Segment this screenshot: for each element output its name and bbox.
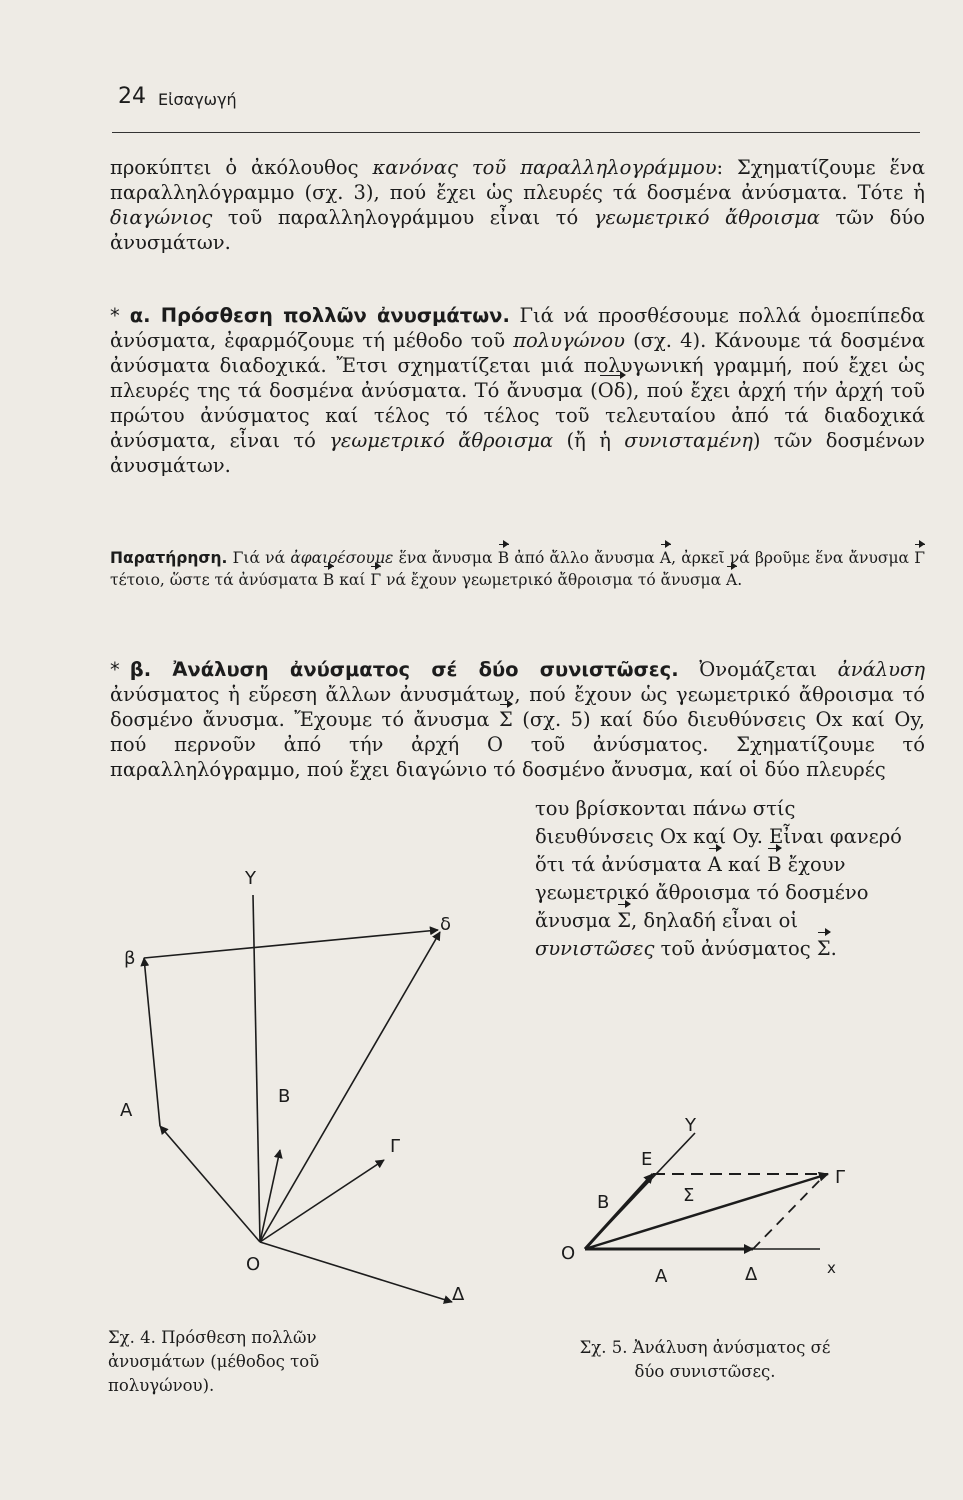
section-heading-decomposition: β. Ἀνάλυση ἀνύσματος σέ δύο συνιστῶσες.: [129, 658, 679, 681]
paragraph-parallelogram-rule: προκύπτει ὁ ἀκόλουθος κανόνας τοῦ παραλληλογράμμου: Σχηματίζουμε ἕνα παραλληλόγραμμο (σχ. 3), πού ἔχει ὡς πλευρές τά δοσμένα ἀνύσματα. Τότε ἡ διαγώνιος τοῦ παραλληλογράμμου εἶναι τό γεωμετρικό ἄθροισμα τῶν δύο ἀνυσμάτων.: [110, 156, 925, 254]
figure-5-decomposition: [545, 1115, 890, 1315]
figure-5-caption: Σχ. 5. Ἀνάλυση ἀνύσματος σέ δύο συνιστῶσες.: [579, 1338, 831, 1381]
label-O: O: [246, 1254, 261, 1275]
paragraph-vector-decomposition: * β. Ἀνάλυση ἀνύσματος σέ δύο συνιστῶσες. Ὀνομάζεται ἀνάλυση ἀνύσματος ἡ εὕρεση ἄλλων ἀνυσμάτων, πού ἔχουν ὡς γεωμετρικό ἄθροισμα τό δοσμένο ἄνυσμα. Ἔχουμε τό ἄνυσμα Σ (σχ. 5) καί δύο διευθύνσεις Οx καί Οy, πού περνοῦν ἀπό τήν ἀρχή Ο τοῦ ἀνύσματος. Σχηματίζουμε τό παραλληλόγραμμο, πού ἔχει διαγώνιο τό δοσμένο ἄνυσμα, καί οἱ δύο πλευρές: [110, 658, 926, 781]
paragraph-decomposition-continued: του βρίσκονται πάνω στίς διευθύνσεις Οx καί Οy. Εἶναι φανερό ὅτι τά ἀνύσματα Α καί Β ἔχουν γεωμετρικό ἄθροισμα τό δοσμένο ἄνυσμα Σ, δηλαδή εἶναι οἱ συνιστῶσες τοῦ ἀνύσματος Σ.: [535, 795, 917, 963]
polygon-side-1: [144, 958, 160, 1126]
figure-4-caption: Σχ. 4. Πρόσθεση πολλῶν ἀνυσμάτων (μέθοδος τοῦ πολυγώνου).: [108, 1328, 320, 1395]
vector-symbol: Σ: [817, 935, 831, 963]
label-B: B: [597, 1192, 610, 1213]
vector-symbol: Β: [322, 571, 335, 589]
vector-symbol: Οδ: [597, 379, 626, 402]
section-heading-addition: α. Πρόσθεση πολλῶν ἀνυσμάτων.: [129, 304, 510, 327]
vector-symbol: Α: [708, 851, 722, 879]
vector-symbol: Α: [659, 549, 672, 567]
vector-A: [160, 1126, 260, 1242]
paragraph-vector-addition: * α. Πρόσθεση πολλῶν ἀνυσμάτων. Γιά νά προσθέσουμε πολλά ὁμοεπίπεδα ἀνύσματα, ἐφαρμόζουμε τή μέθοδο τοῦ πολυγώνου (σχ. 4). Κάνουμε τά δοσμένα ἀνύσματα διαδοχικά. Ἔτσι σχηματίζεται μιά πολυγωνική γραμμή, πού ἔχει ὡς πλευρές της τά δοσμένα ἀνύσματα. Τό ἄνυσμα (Οδ), πού ἔχει ἀρχή τήν ἀρχή τοῦ πρώτου ἀνύσματος καί τέλος τό τέλος τοῦ τελευταίου ἀπό τά διαδοχικά ἀνύσματα, εἶναι τό γεωμετρικό ἄθροισμα (ἤ ἡ συνισταμένη) τῶν δοσμένων ἀνυσμάτων.: [110, 304, 926, 477]
star-marker: *: [110, 658, 120, 681]
vector-B: [260, 1150, 280, 1242]
vector-Delta: [260, 1242, 452, 1302]
star-marker: *: [110, 304, 120, 327]
vector-symbol: Γ: [370, 571, 382, 589]
page-number: 24: [118, 84, 146, 109]
label-O: O: [561, 1243, 576, 1264]
vector-symbol: Β: [767, 851, 781, 879]
vector-symbol: Β: [497, 549, 510, 567]
polygon-side-2: [144, 930, 438, 958]
figure-4-polygon-method: [100, 850, 500, 1330]
vector-symbol: Σ: [499, 708, 513, 731]
vector-symbol: Σ: [617, 907, 631, 935]
label-Gamma: Γ: [390, 1136, 401, 1157]
note-label: Παρατήρηση.: [110, 549, 228, 567]
label-Sigma: Σ: [683, 1185, 695, 1206]
label-y: Y: [245, 868, 256, 889]
vector-symbol: Γ: [914, 549, 925, 567]
label-B: B: [278, 1086, 291, 1107]
dashed-parallel-side: [753, 1179, 821, 1249]
label-A: A: [120, 1100, 133, 1121]
vector-Gamma: [260, 1160, 384, 1242]
label-E: E: [641, 1149, 653, 1170]
page-header: [112, 80, 920, 133]
note-subtraction: Παρατήρηση. Γιά νά ἀφαιρέσουμε ἕνα ἄνυσμα Β ἀπό ἄλλο ἄνυσμα Α, ἀρκεῖ νά βροῦμε ἕνα ἄνυσμα Γ τέτοιο, ὥστε τά ἀνύσματα Β καί Γ νά ἔχουν γεωμετρικό ἄθροισμα τό ἄνυσμα Α.: [110, 549, 925, 589]
label-Gamma: Γ: [835, 1167, 846, 1188]
vector-symbol: Α: [726, 571, 738, 589]
label-Delta: Δ: [745, 1264, 758, 1285]
label-beta: β: [124, 948, 136, 969]
running-title: Εἰσαγωγή: [158, 90, 237, 109]
label-Delta: Δ: [452, 1284, 465, 1305]
label-x: x: [827, 1259, 836, 1277]
label-y: Y: [685, 1115, 696, 1136]
label-delta-small: δ: [440, 914, 452, 935]
label-A: A: [655, 1266, 668, 1287]
